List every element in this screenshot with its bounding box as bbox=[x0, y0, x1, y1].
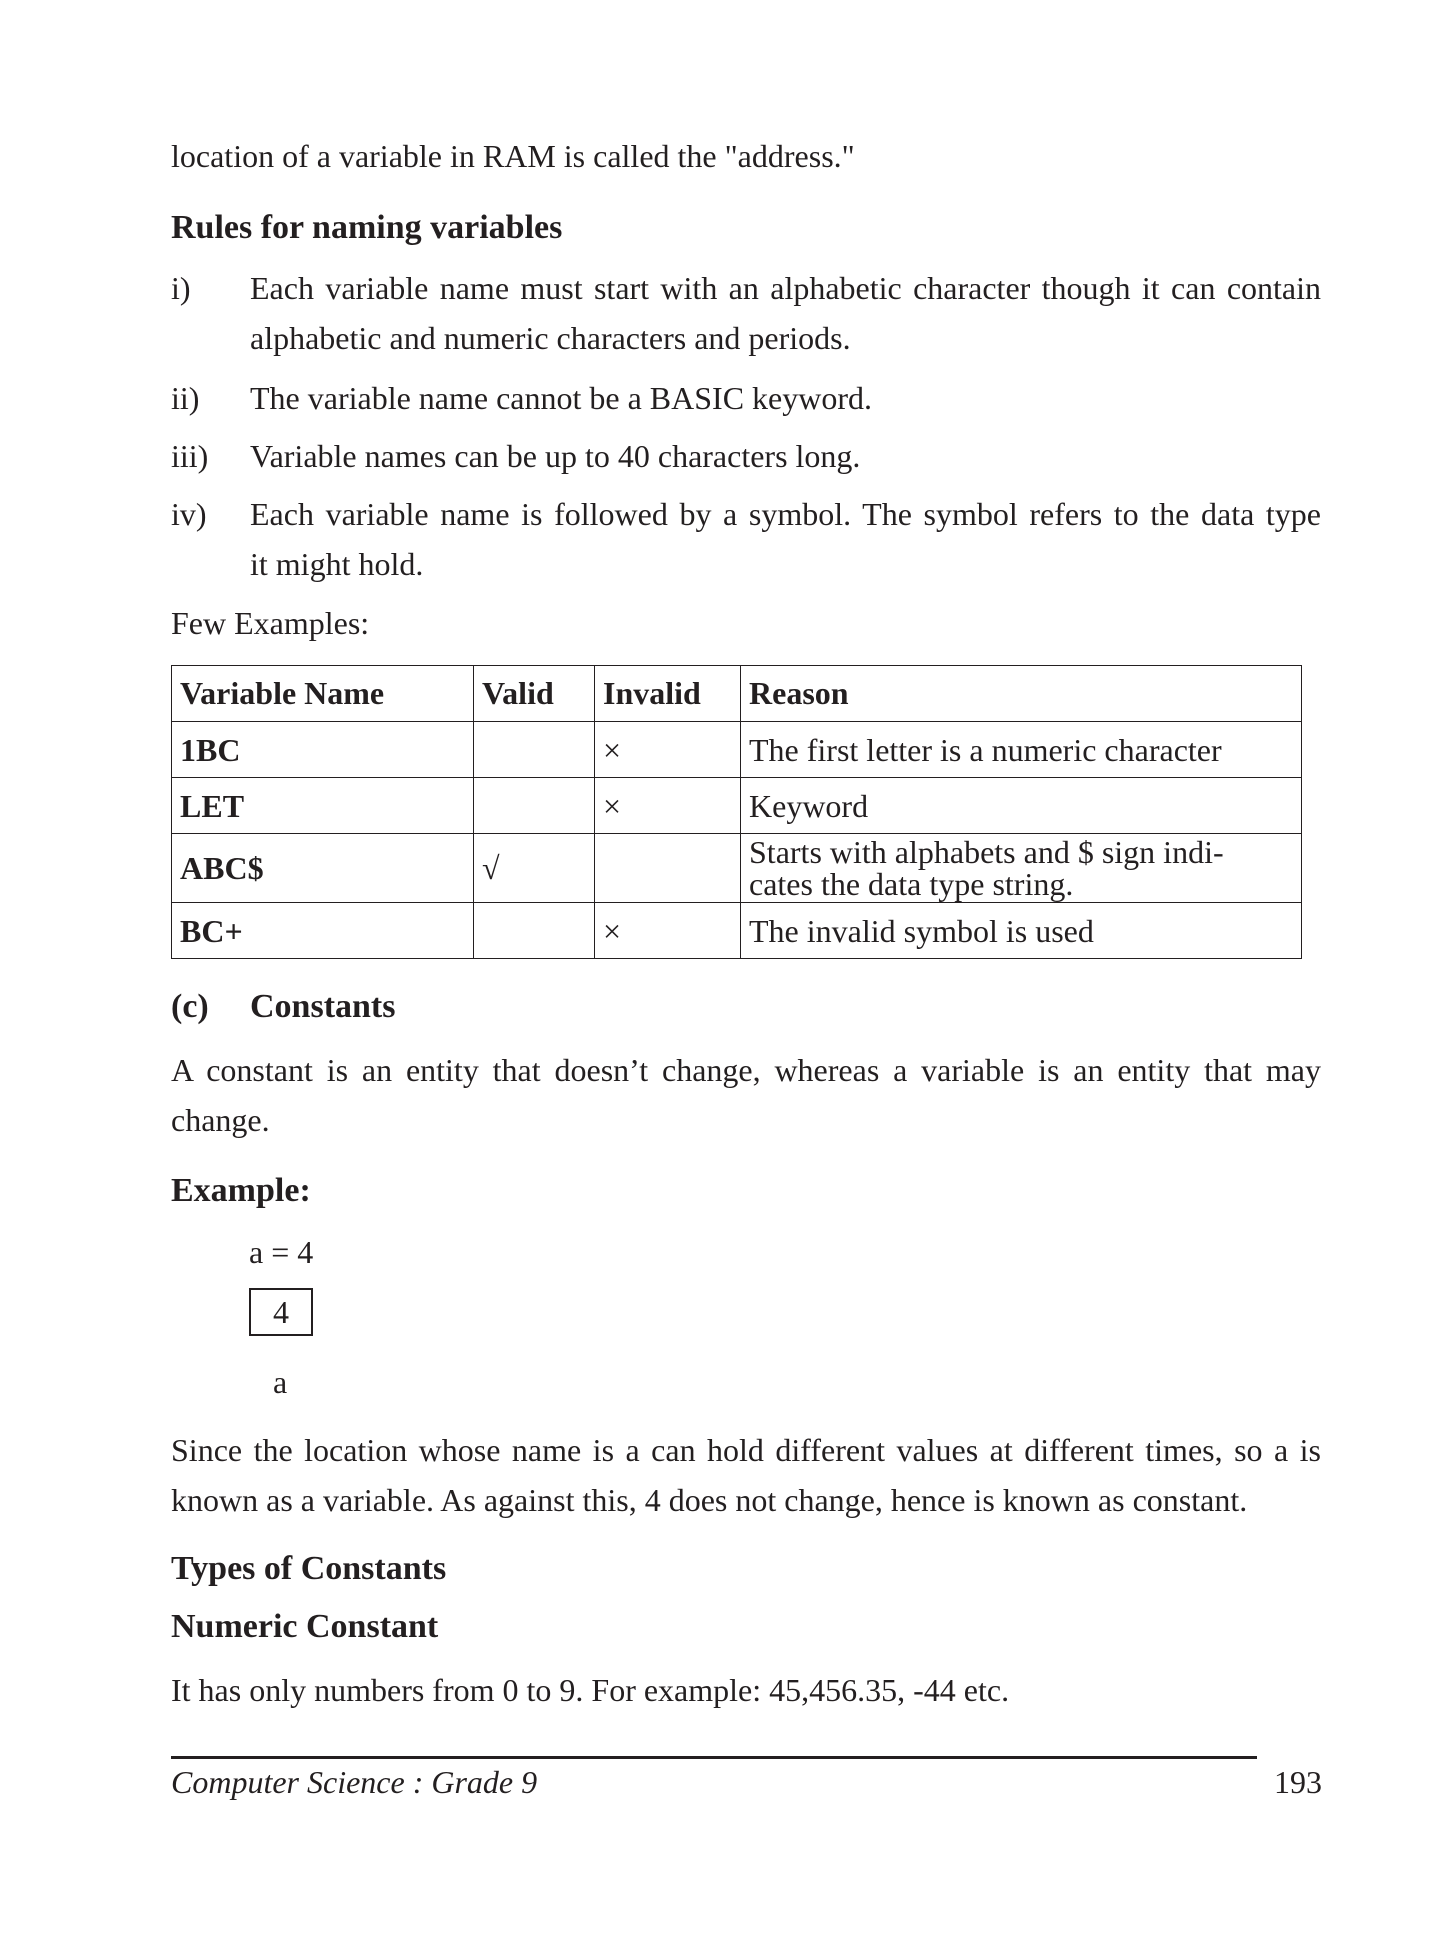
rule-text: Each variable name is followed by a symbol. The symbol refers to the data type bbox=[250, 496, 1321, 532]
footer-book-title: Computer Science : Grade 9 bbox=[171, 1764, 538, 1800]
reason-cell: Keyword bbox=[741, 778, 1302, 834]
column-header: Variable Name bbox=[172, 666, 474, 722]
column-header: Valid bbox=[474, 666, 595, 722]
example-assignment: a = 4 bbox=[249, 1234, 314, 1270]
valid-cell bbox=[474, 778, 595, 834]
rule-number: i) bbox=[171, 270, 191, 306]
reason-cell: The invalid symbol is used bbox=[741, 903, 1302, 959]
numeric-heading: Numeric Constant bbox=[171, 1608, 439, 1645]
rule-number: ii) bbox=[171, 380, 200, 416]
invalid-mark-cell: × bbox=[595, 778, 741, 834]
intro-line: location of a variable in RAM is called the "address." bbox=[171, 138, 855, 174]
variable-name-cell: 1BC bbox=[172, 722, 474, 778]
types-heading: Types of Constants bbox=[171, 1550, 447, 1587]
constants-description: change. bbox=[171, 1102, 270, 1138]
rule-text: alphabetic and numeric characters and periods. bbox=[250, 320, 851, 356]
rule-text: Variable names can be up to 40 characters long. bbox=[250, 438, 861, 474]
page-number: 193 bbox=[1274, 1764, 1322, 1800]
constants-description: A constant is an entity that doesn’t change, whereas a variable is an entity that may bbox=[171, 1052, 1321, 1088]
table-row bbox=[172, 903, 1302, 959]
column-header: Reason bbox=[741, 666, 1302, 722]
rule-text: Each variable name must start with an alphabetic character though it can contain bbox=[250, 270, 1321, 306]
rule-text: it might hold. bbox=[250, 546, 424, 582]
reason-cell: The first letter is a numeric character bbox=[741, 722, 1302, 778]
valid-mark-cell: √ bbox=[474, 834, 595, 903]
variable-name-cell: LET bbox=[172, 778, 474, 834]
variable-name-cell: BC+ bbox=[172, 903, 474, 959]
invalid-cell bbox=[595, 834, 741, 903]
rules-heading: Rules for naming variables bbox=[171, 209, 563, 246]
footer-rule bbox=[171, 1756, 1257, 1759]
table-header-row bbox=[172, 666, 1302, 722]
invalid-mark-cell: × bbox=[595, 903, 741, 959]
reason-line: cates the data type string. bbox=[749, 866, 1074, 902]
rule-text: The variable name cannot be a BASIC keyword. bbox=[250, 380, 873, 416]
memory-box: 4 bbox=[249, 1288, 313, 1336]
examples-label: Few Examples: bbox=[171, 605, 370, 641]
table-row bbox=[172, 834, 1302, 903]
numeric-description: It has only numbers from 0 to 9. For example: 45,456.35, -44 etc. bbox=[171, 1672, 1010, 1708]
section-title: Constants bbox=[250, 988, 396, 1025]
table-row bbox=[172, 778, 1302, 834]
explanation-line: Since the location whose name is a can hold different values at different times, so a is bbox=[171, 1432, 1321, 1468]
rule-number: iv) bbox=[171, 496, 207, 532]
reason-cell bbox=[741, 834, 1302, 903]
reason-line: Starts with alphabets and $ sign indi- bbox=[749, 834, 1224, 870]
valid-cell bbox=[474, 722, 595, 778]
column-header: Invalid bbox=[595, 666, 741, 722]
rule-number: iii) bbox=[171, 438, 209, 474]
example-heading: Example: bbox=[171, 1172, 311, 1209]
variable-name-cell: ABC$ bbox=[172, 834, 474, 903]
valid-cell bbox=[474, 903, 595, 959]
table-row bbox=[172, 722, 1302, 778]
invalid-mark-cell: × bbox=[595, 722, 741, 778]
explanation-line: known as a variable. As against this, 4 does not change, hence is known as constant. bbox=[171, 1482, 1248, 1518]
memory-box-label: a bbox=[273, 1364, 288, 1400]
section-label: (c) bbox=[171, 988, 209, 1025]
variable-examples-table bbox=[171, 665, 1302, 959]
